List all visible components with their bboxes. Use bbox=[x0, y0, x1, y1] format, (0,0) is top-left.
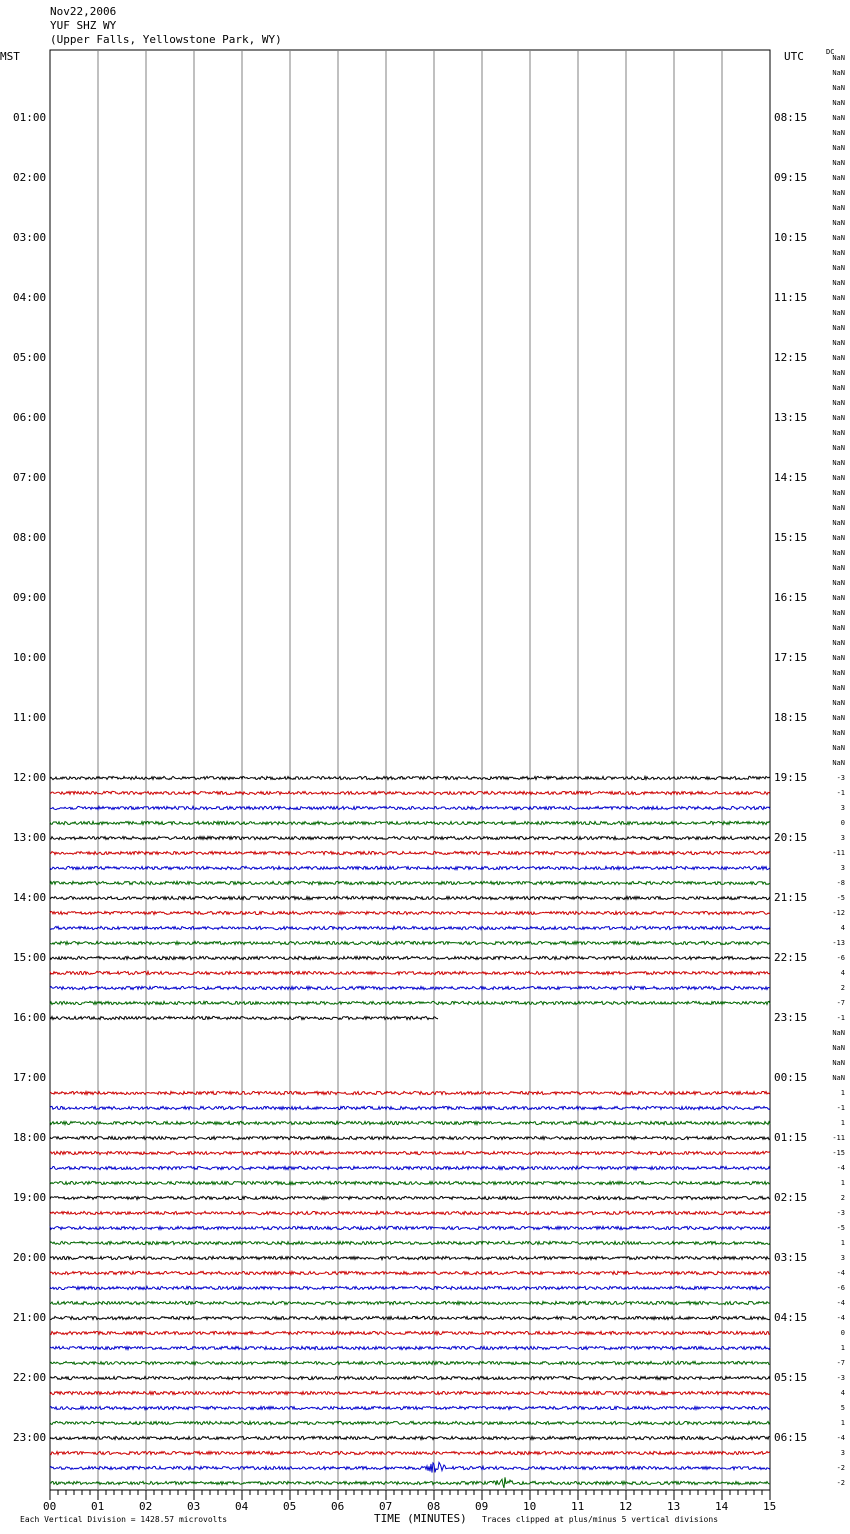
dc-offset-value: NaN bbox=[832, 474, 845, 482]
mst-hour-label: 02:00 bbox=[13, 171, 47, 184]
seismic-trace bbox=[50, 1286, 770, 1289]
clip-note: Traces clipped at plus/minus 5 vertical divisions bbox=[482, 1515, 719, 1524]
chart-date: Nov22,2006 bbox=[50, 5, 117, 18]
seismic-trace bbox=[50, 1376, 770, 1379]
dc-offset-value: NaN bbox=[832, 204, 845, 212]
mst-hour-label: 07:00 bbox=[13, 471, 47, 484]
dc-offset-value: NaN bbox=[832, 219, 845, 227]
seismic-trace bbox=[50, 1271, 770, 1274]
dc-offset-value: NaN bbox=[832, 189, 845, 197]
seismic-trace bbox=[50, 1016, 438, 1019]
dc-offset-value: NaN bbox=[832, 609, 845, 617]
seismic-trace bbox=[50, 1406, 770, 1409]
utc-hour-label: 05:15 bbox=[774, 1371, 808, 1384]
seismic-trace bbox=[50, 776, 770, 779]
dc-offset-value: NaN bbox=[832, 174, 845, 182]
mst-hour-label: 16:00 bbox=[13, 1011, 47, 1024]
utc-hour-label: 14:15 bbox=[774, 471, 808, 484]
dc-offset-value: -3 bbox=[836, 1374, 845, 1382]
utc-hour-label: 17:15 bbox=[774, 651, 808, 664]
seismic-trace bbox=[50, 1331, 770, 1334]
dc-offset-value: NaN bbox=[832, 324, 845, 332]
x-tick-label: 10 bbox=[523, 1500, 537, 1513]
dc-offset-value: NaN bbox=[832, 564, 845, 572]
dc-offset-value: -7 bbox=[836, 999, 845, 1007]
dc-offset-value: NaN bbox=[832, 459, 845, 467]
x-tick-label: 13 bbox=[667, 1500, 681, 1513]
mst-hour-label: 22:00 bbox=[13, 1371, 47, 1384]
dc-offset-value: NaN bbox=[832, 534, 845, 542]
utc-hour-label: 18:15 bbox=[774, 711, 808, 724]
mst-hour-label: 19:00 bbox=[13, 1191, 47, 1204]
mst-hour-label: 13:00 bbox=[13, 831, 47, 844]
dc-offset-value: 4 bbox=[840, 1389, 845, 1397]
seismic-trace bbox=[50, 1151, 770, 1154]
dc-offset-value: NaN bbox=[832, 624, 845, 632]
utc-hour-label: 15:15 bbox=[774, 531, 808, 544]
x-tick-label: 15 bbox=[763, 1500, 777, 1513]
scale-note: Each Vertical Division = 1428.57 microvolts bbox=[20, 1515, 228, 1524]
utc-hour-label: 06:15 bbox=[774, 1431, 808, 1444]
seismic-trace bbox=[50, 1181, 770, 1184]
seismic-trace bbox=[50, 1316, 770, 1319]
x-tick-label: 11 bbox=[571, 1500, 585, 1513]
left-timezone-label: MST bbox=[0, 50, 20, 63]
dc-offset-value: -3 bbox=[836, 1209, 845, 1217]
dc-offset-value: -12 bbox=[832, 909, 845, 917]
x-tick-label: 03 bbox=[187, 1500, 201, 1513]
mst-hour-label: 09:00 bbox=[13, 591, 47, 604]
dc-offset-header: DC bbox=[826, 48, 835, 56]
dc-offset-value: NaN bbox=[832, 684, 845, 692]
dc-offset-value: NaN bbox=[832, 1074, 845, 1082]
mst-hour-label: 18:00 bbox=[13, 1131, 47, 1144]
dc-offset-value: NaN bbox=[832, 234, 845, 242]
dc-offset-value: 1 bbox=[840, 1119, 845, 1127]
seismic-trace bbox=[50, 1462, 770, 1472]
utc-hour-label: 20:15 bbox=[774, 831, 808, 844]
utc-hour-label: 03:15 bbox=[774, 1251, 808, 1264]
dc-offset-value: 1 bbox=[840, 1419, 845, 1427]
dc-offset-value: NaN bbox=[832, 309, 845, 317]
seismic-trace bbox=[50, 881, 770, 884]
x-tick-label: 06 bbox=[331, 1500, 345, 1513]
seismic-trace bbox=[50, 1391, 770, 1394]
seismic-trace bbox=[50, 1136, 770, 1139]
dc-offset-value: NaN bbox=[832, 294, 845, 302]
utc-hour-label: 10:15 bbox=[774, 231, 808, 244]
seismic-trace bbox=[50, 956, 770, 959]
dc-offset-value: 0 bbox=[840, 819, 845, 827]
station-location: (Upper Falls, Yellowstone Park, WY) bbox=[50, 33, 282, 46]
seismic-trace bbox=[50, 1001, 770, 1004]
dc-offset-value: -13 bbox=[832, 939, 845, 947]
seismic-trace bbox=[50, 941, 770, 944]
utc-hour-label: 00:15 bbox=[774, 1071, 808, 1084]
dc-offset-value: -5 bbox=[836, 1224, 845, 1232]
x-tick-label: 07 bbox=[379, 1500, 393, 1513]
dc-offset-value: -2 bbox=[836, 1464, 845, 1472]
mst-hour-label: 17:00 bbox=[13, 1071, 47, 1084]
dc-offset-value: NaN bbox=[832, 579, 845, 587]
seismic-trace bbox=[50, 806, 770, 809]
dc-offset-value: -5 bbox=[836, 894, 845, 902]
station-code: YUF SHZ WY bbox=[50, 19, 117, 32]
dc-offset-value: NaN bbox=[832, 744, 845, 752]
dc-offset-value: 3 bbox=[840, 1449, 845, 1457]
x-tick-label: 08 bbox=[427, 1500, 441, 1513]
dc-offset-value: NaN bbox=[832, 339, 845, 347]
dc-offset-value: NaN bbox=[832, 399, 845, 407]
dc-offset-value: 3 bbox=[840, 834, 845, 842]
seismic-trace bbox=[50, 1361, 770, 1364]
seismic-trace bbox=[50, 1301, 770, 1304]
mst-hour-label: 20:00 bbox=[13, 1251, 47, 1264]
seismic-trace bbox=[50, 1211, 770, 1214]
seismic-trace bbox=[50, 1421, 770, 1424]
dc-offset-value: NaN bbox=[832, 669, 845, 677]
x-tick-label: 01 bbox=[91, 1500, 105, 1513]
seismic-trace bbox=[50, 1477, 770, 1488]
x-tick-label: 09 bbox=[475, 1500, 489, 1513]
dc-offset-value: 1 bbox=[840, 1239, 845, 1247]
dc-offset-value: NaN bbox=[832, 264, 845, 272]
seismic-trace bbox=[50, 1436, 770, 1439]
dc-offset-value: NaN bbox=[832, 114, 845, 122]
utc-hour-label: 21:15 bbox=[774, 891, 808, 904]
seismic-trace bbox=[50, 926, 770, 929]
mst-hour-label: 01:00 bbox=[13, 111, 47, 124]
dc-offset-value: -2 bbox=[836, 1479, 845, 1487]
dc-offset-value: NaN bbox=[832, 654, 845, 662]
x-tick-label: 14 bbox=[715, 1500, 729, 1513]
dc-offset-value: 5 bbox=[840, 1404, 845, 1412]
dc-offset-value: -4 bbox=[836, 1314, 845, 1322]
utc-hour-label: 11:15 bbox=[774, 291, 808, 304]
seismic-trace bbox=[50, 911, 770, 914]
dc-offset-value: NaN bbox=[832, 354, 845, 362]
dc-offset-value: NaN bbox=[832, 489, 845, 497]
dc-offset-value: NaN bbox=[832, 84, 845, 92]
dc-offset-value: -1 bbox=[836, 789, 845, 797]
dc-offset-value: NaN bbox=[832, 69, 845, 77]
utc-hour-label: 23:15 bbox=[774, 1011, 808, 1024]
dc-offset-value: -4 bbox=[836, 1434, 845, 1442]
dc-offset-value: NaN bbox=[832, 99, 845, 107]
dc-offset-value: 3 bbox=[840, 864, 845, 872]
dc-offset-value: -1 bbox=[836, 1104, 845, 1112]
dc-offset-value: -11 bbox=[832, 849, 845, 857]
dc-offset-value: -6 bbox=[836, 1284, 845, 1292]
mst-hour-label: 06:00 bbox=[13, 411, 47, 424]
mst-hour-label: 15:00 bbox=[13, 951, 47, 964]
x-tick-label: 12 bbox=[619, 1500, 633, 1513]
x-tick-label: 05 bbox=[283, 1500, 297, 1513]
dc-offset-value: NaN bbox=[832, 54, 845, 62]
seismic-trace bbox=[50, 1121, 770, 1124]
dc-offset-value: -4 bbox=[836, 1269, 845, 1277]
seismic-trace bbox=[50, 1256, 770, 1259]
seismic-trace bbox=[50, 791, 770, 794]
dc-offset-value: 1 bbox=[840, 1344, 845, 1352]
dc-offset-value: NaN bbox=[832, 519, 845, 527]
dc-offset-value: NaN bbox=[832, 129, 845, 137]
dc-offset-value: NaN bbox=[832, 1059, 845, 1067]
dc-offset-value: -1 bbox=[836, 1014, 845, 1022]
dc-offset-value: NaN bbox=[832, 369, 845, 377]
mst-hour-label: 11:00 bbox=[13, 711, 47, 724]
utc-hour-label: 08:15 bbox=[774, 111, 808, 124]
utc-hour-label: 01:15 bbox=[774, 1131, 808, 1144]
dc-offset-value: 2 bbox=[840, 984, 845, 992]
dc-offset-value: NaN bbox=[832, 1044, 845, 1052]
seismic-trace bbox=[50, 986, 770, 989]
dc-offset-value: NaN bbox=[832, 714, 845, 722]
mst-hour-label: 12:00 bbox=[13, 771, 47, 784]
seismic-trace bbox=[50, 821, 770, 824]
mst-hour-label: 04:00 bbox=[13, 291, 47, 304]
mst-hour-label: 08:00 bbox=[13, 531, 47, 544]
seismic-trace bbox=[50, 851, 770, 854]
seismic-trace bbox=[50, 1451, 770, 1454]
dc-offset-value: 4 bbox=[840, 969, 845, 977]
dc-offset-value: 1 bbox=[840, 1179, 845, 1187]
mst-hour-label: 05:00 bbox=[13, 351, 47, 364]
dc-offset-value: 1 bbox=[840, 1089, 845, 1097]
dc-offset-value: NaN bbox=[832, 444, 845, 452]
dc-offset-value: 3 bbox=[840, 804, 845, 812]
utc-hour-label: 09:15 bbox=[774, 171, 808, 184]
dc-offset-value: NaN bbox=[832, 504, 845, 512]
dc-offset-value: NaN bbox=[832, 384, 845, 392]
utc-hour-label: 04:15 bbox=[774, 1311, 808, 1324]
seismic-trace bbox=[50, 1106, 770, 1109]
dc-offset-value: NaN bbox=[832, 144, 845, 152]
dc-offset-value: NaN bbox=[832, 279, 845, 287]
dc-offset-value: NaN bbox=[832, 639, 845, 647]
utc-hour-label: 13:15 bbox=[774, 411, 808, 424]
seismic-trace bbox=[50, 1226, 770, 1229]
seismic-trace bbox=[50, 866, 770, 869]
dc-offset-value: NaN bbox=[832, 249, 845, 257]
seismic-trace bbox=[50, 1091, 770, 1094]
mst-hour-label: 03:00 bbox=[13, 231, 47, 244]
seismic-trace bbox=[50, 836, 770, 839]
mst-hour-label: 10:00 bbox=[13, 651, 47, 664]
dc-offset-value: -4 bbox=[836, 1299, 845, 1307]
x-tick-label: 02 bbox=[139, 1500, 153, 1513]
mst-hour-label: 14:00 bbox=[13, 891, 47, 904]
dc-offset-value: -4 bbox=[836, 1164, 845, 1172]
dc-offset-value: -8 bbox=[836, 879, 845, 887]
dc-offset-value: NaN bbox=[832, 759, 845, 767]
seismic-trace bbox=[50, 1166, 770, 1169]
dc-offset-value: -15 bbox=[832, 1149, 845, 1157]
utc-hour-label: 19:15 bbox=[774, 771, 808, 784]
seismic-trace bbox=[50, 1241, 770, 1244]
dc-offset-value: NaN bbox=[832, 1029, 845, 1037]
dc-offset-value: NaN bbox=[832, 159, 845, 167]
seismic-trace bbox=[50, 1346, 770, 1349]
dc-offset-value: 2 bbox=[840, 1194, 845, 1202]
dc-offset-value: NaN bbox=[832, 594, 845, 602]
utc-hour-label: 12:15 bbox=[774, 351, 808, 364]
x-tick-label: 04 bbox=[235, 1500, 249, 1513]
utc-hour-label: 02:15 bbox=[774, 1191, 808, 1204]
dc-offset-value: 3 bbox=[840, 1254, 845, 1262]
dc-offset-value: -6 bbox=[836, 954, 845, 962]
seismic-trace bbox=[50, 896, 770, 899]
dc-offset-value: -11 bbox=[832, 1134, 845, 1142]
mst-hour-label: 23:00 bbox=[13, 1431, 47, 1444]
seismic-trace bbox=[50, 1196, 770, 1199]
dc-offset-value: 4 bbox=[840, 924, 845, 932]
right-timezone-label: UTC bbox=[784, 50, 804, 63]
dc-offset-value: 0 bbox=[840, 1329, 845, 1337]
x-axis-title: TIME (MINUTES) bbox=[374, 1512, 467, 1525]
utc-hour-label: 22:15 bbox=[774, 951, 808, 964]
seismic-trace bbox=[50, 971, 770, 974]
dc-offset-value: NaN bbox=[832, 429, 845, 437]
mst-hour-label: 21:00 bbox=[13, 1311, 47, 1324]
dc-offset-value: -7 bbox=[836, 1359, 845, 1367]
dc-offset-value: NaN bbox=[832, 729, 845, 737]
dc-offset-value: NaN bbox=[832, 699, 845, 707]
x-tick-label: 00 bbox=[43, 1500, 57, 1513]
dc-offset-value: NaN bbox=[832, 414, 845, 422]
dc-offset-value: -3 bbox=[836, 774, 845, 782]
utc-hour-label: 16:15 bbox=[774, 591, 808, 604]
dc-offset-value: NaN bbox=[832, 549, 845, 557]
